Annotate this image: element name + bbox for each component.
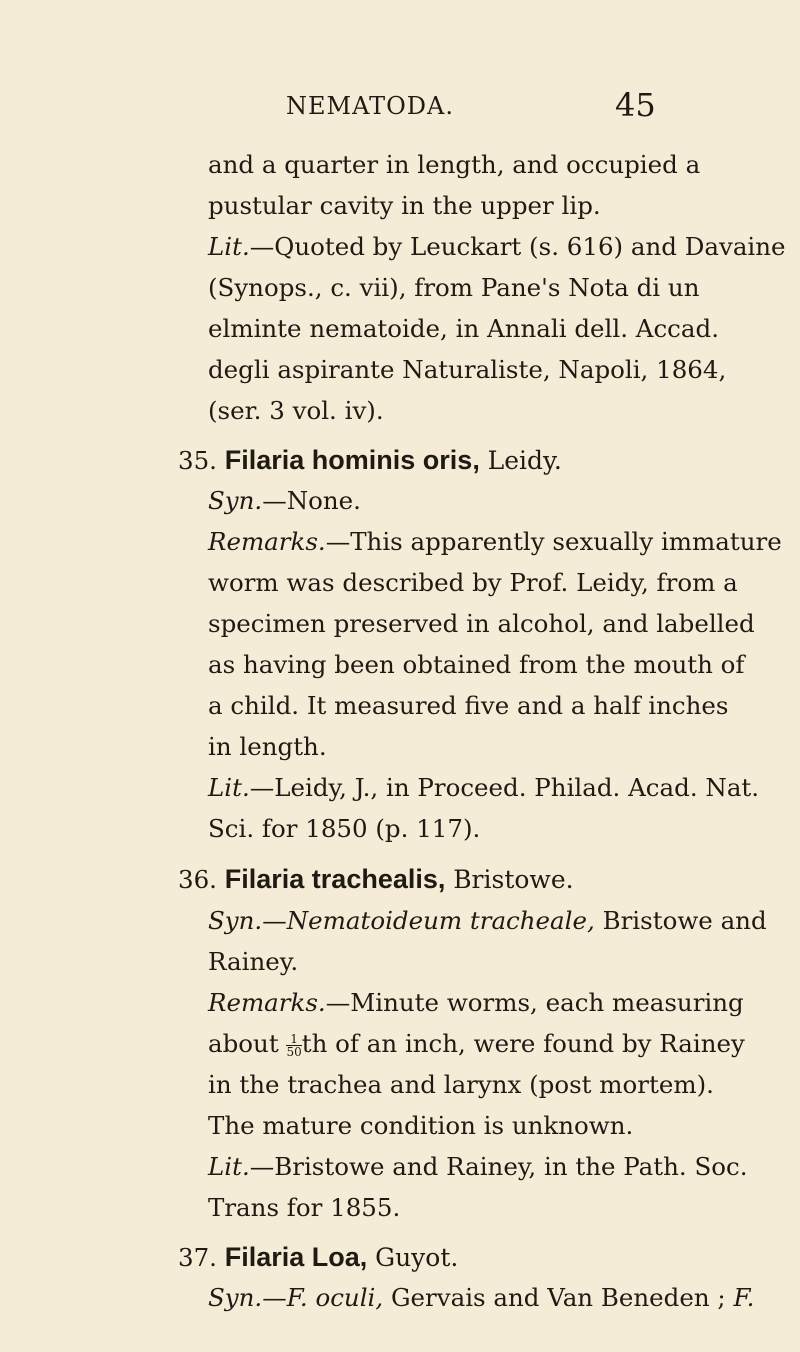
text-line: Sci. for 1850 (p. 117).: [208, 814, 481, 843]
synonym-name: F. oculi,: [286, 1283, 384, 1312]
lit-label: Lit.: [208, 773, 250, 802]
entry-number: 36.: [178, 865, 217, 894]
text-line: Remarks.—This apparently sexually immature: [208, 527, 782, 556]
text-line: in length.: [208, 732, 327, 761]
text-line: Lit.—Bristowe and Rainey, in the Path. Soc.: [208, 1152, 748, 1181]
species-title: Filaria trachealis,: [224, 864, 446, 894]
text-line: (ser. 3 vol. iv).: [208, 396, 384, 425]
text-line: worm was described by Prof. Leidy, from a: [208, 568, 738, 597]
entry-36-heading: [178, 864, 574, 895]
text-line: Trans for 1855.: [208, 1193, 401, 1222]
synonym-name: Nematoideum tracheale,: [286, 906, 595, 935]
page-number: 45: [615, 86, 656, 124]
species-title: Filaria Loa,: [224, 1242, 368, 1272]
text-line: The mature condition is unknown.: [208, 1111, 634, 1140]
text-line: Syn.—F. oculi, Gervais and Van Beneden ; F.: [208, 1283, 755, 1312]
text-line: specimen preserved in alcohol, and labelled: [208, 609, 755, 638]
text-line: pustular cavity in the upper lip.: [208, 191, 601, 220]
text-line: Syn.—None.: [208, 486, 361, 515]
lit-label: Lit.: [208, 1152, 250, 1181]
species-author: Bristowe.: [453, 865, 574, 894]
syn-label: Syn.: [208, 486, 263, 515]
page-header: [0, 86, 800, 126]
fraction: $\frac{1}{50}$: [286, 1032, 302, 1059]
text-line: (Synops., c. vii), from Pane's Nota di un: [208, 273, 700, 302]
text-line: and a quarter in length, and occupied a: [208, 150, 701, 179]
remarks-label: Remarks.: [208, 527, 326, 556]
entry-37-heading: [178, 1242, 458, 1273]
text-line: a child. It measured five and a half inches: [208, 691, 729, 720]
text-line: Remarks.—Minute worms, each measuring: [208, 988, 744, 1017]
running-title: NEMATODA.: [286, 92, 454, 120]
text-line: in the trachea and larynx (post mortem).: [208, 1070, 714, 1099]
text-line: about $\frac{1}{50}$ th of an inch, were found by Rainey: [208, 1029, 745, 1059]
lit-label: Lit.: [208, 232, 250, 261]
entry-number: 35.: [178, 446, 217, 475]
entry-number: 37.: [178, 1243, 217, 1272]
text-line: Lit.—Leidy, J., in Proceed. Philad. Acad. Nat.: [208, 773, 760, 802]
species-author: Guyot.: [375, 1243, 459, 1272]
text-line: Syn.—Nematoideum tracheale, Bristowe and: [208, 906, 767, 935]
entry-35-heading: [178, 445, 562, 476]
text-line: as having been obtained from the mouth of: [208, 650, 745, 679]
species-title: Filaria hominis oris,: [224, 445, 480, 475]
text-line: Lit.—Quoted by Leuckart (s. 616) and Davaine: [208, 232, 786, 261]
text-line: degli aspirante Naturaliste, Napoli, 1864,: [208, 355, 727, 384]
syn-label: Syn.: [208, 906, 263, 935]
syn-label: Syn.: [208, 1283, 263, 1312]
species-author: Leidy.: [487, 446, 562, 475]
text-line: Rainey.: [208, 947, 299, 976]
text-line: elminte nematoide, in Annali dell. Accad.: [208, 314, 719, 343]
remarks-label: Remarks.: [208, 988, 326, 1017]
